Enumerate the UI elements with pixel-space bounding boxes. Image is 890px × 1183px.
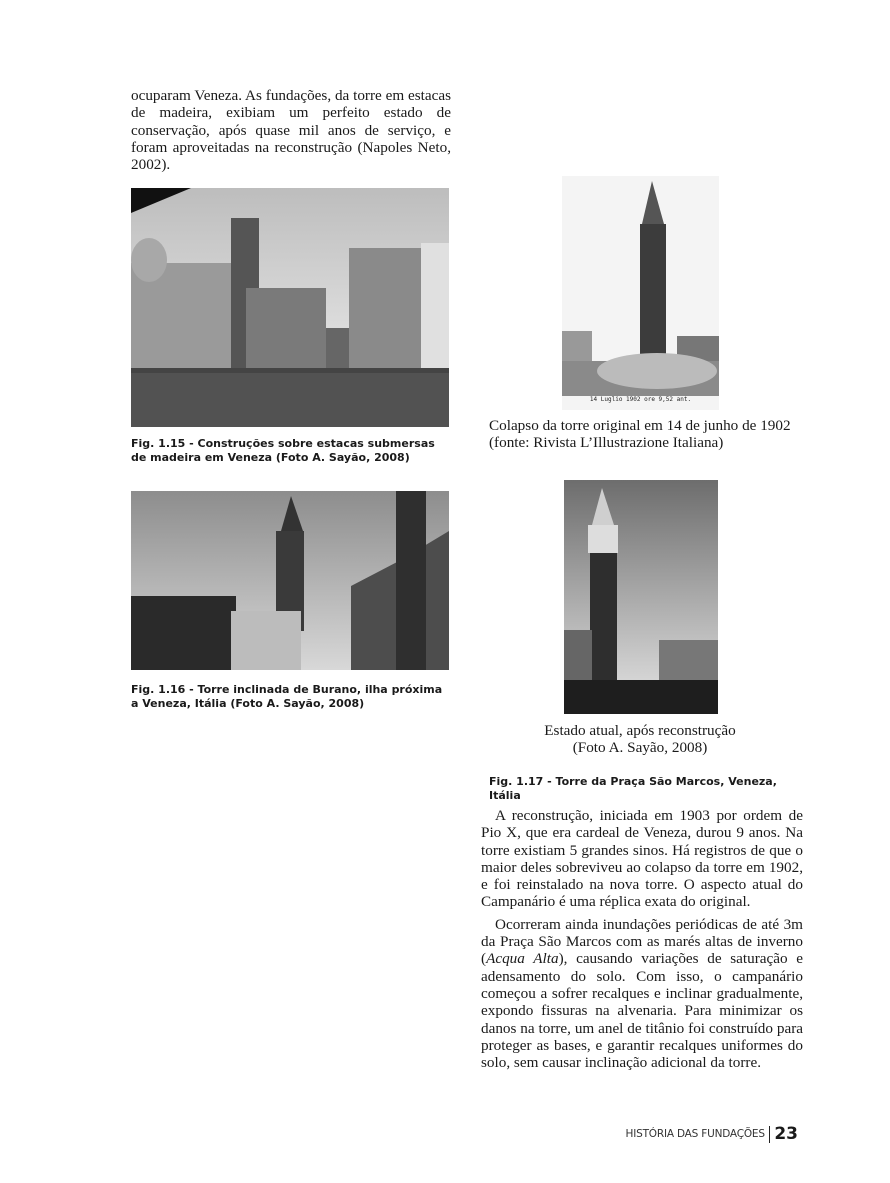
body-paragraph-1: A reconstrução, iniciada em 1903 por ordem de Pio X, que era cardeal de Veneza, durou 9 anos. Na torre existiam 5 grandes sinos. Há registros de que o maior deles sobreviveu ao colapso da torre em 1902, e foi reinstalado na nova torre. O aspecto atual do Campanário é uma réplica exata do original.: [481, 807, 803, 911]
body-text: [481, 807, 803, 1071]
current-caption-line-1: Estado atual, após reconstrução: [544, 722, 736, 739]
current-caption: [489, 722, 791, 756]
footer-section-title: HISTÓRIA DAS FUNDAÇÕES: [625, 1128, 765, 1140]
current-caption-line-2: (Foto A. Sayão, 2008): [572, 739, 708, 756]
photo-campanile-current: [564, 480, 718, 714]
body-p2-start: Ocorreram ainda inundações periódicas de até 3m da Praça São Marcos com as marés altas de inverno (: [481, 915, 803, 968]
collapse-caption: [489, 417, 809, 451]
figure-caption-1-17: Fig. 1.17 - Torre da Praça São Marcos, Veneza, Itália: [489, 775, 777, 802]
body-paragraph-2: [481, 916, 803, 1072]
collapse-caption-line-2: (fonte: Rivista L’Illustrazione Italiana): [489, 434, 724, 451]
acqua-alta-term: Acqua Alta: [486, 950, 559, 968]
intro-text: ocuparam Veneza. As fundações, da torre em estacas de madeira, exibiam um perfeito estado de conservação, após quase mil anos de serviço, e foram aproveitadas na reconstrução (Napoles Neto, 2002).: [131, 87, 451, 174]
photo-venice-canal: [131, 188, 449, 427]
body-p2-end: ), causando variações de saturação e adensamento do solo. Com isso, o campanário começou a sofrer recalques e inclinar gradualmente, expondo fissuras na alvenaria. Para minimizar os danos na torre, um anel de titânio foi construído para proteger as bases, e garantir recalques uniformes do solo, sem causar inclinação adicional da torre.: [481, 950, 803, 1072]
figure-caption-1-16: Fig. 1.16 - Torre inclinada de Burano, ilha próxima a Veneza, Itália (Foto A. Sayão, 2008): [131, 683, 443, 710]
intro-paragraph: [131, 87, 451, 173]
photo-burano-tower: [131, 491, 449, 670]
footer-divider: [769, 1126, 771, 1143]
photo-stamp: 14 Luglio 1902 ore 9,52 ant.: [589, 396, 692, 403]
figure-caption-1-15: Fig. 1.15 - Construções sobre estacas submersas de madeira em Veneza (Foto A. Sayão, 2008): [131, 437, 435, 464]
page-footer: [626, 1124, 798, 1144]
page-number: 23: [774, 1124, 798, 1144]
collapse-caption-line-1: Colapso da torre original em 14 de junho de 1902: [489, 417, 791, 434]
photo-campanile-collapse: [562, 176, 719, 410]
